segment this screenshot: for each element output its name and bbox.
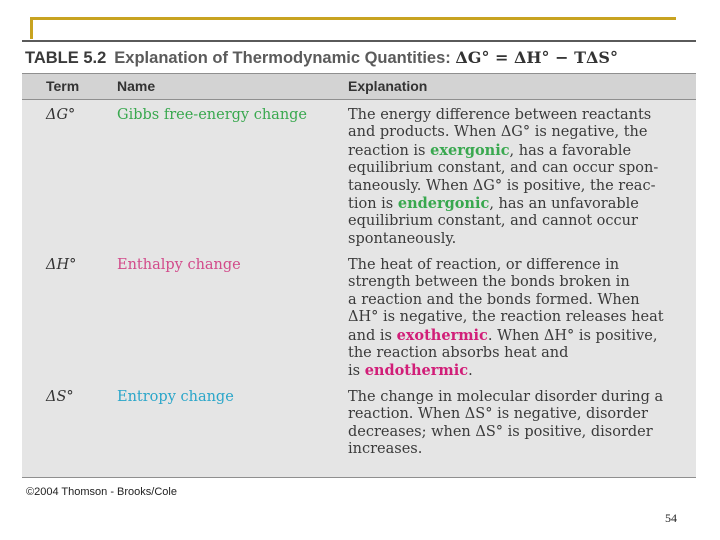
row-term: ΔG° xyxy=(46,107,76,123)
header-term: Term xyxy=(46,78,80,94)
table-title-text: Explanation of Thermodynamic Quantities: xyxy=(114,49,451,67)
row-name: Gibbs free-energy change xyxy=(117,107,308,123)
table-body xyxy=(22,73,696,478)
explanation-text: . xyxy=(468,363,473,380)
decorative-top-rule xyxy=(30,17,676,20)
keyword-term: endergonic xyxy=(397,195,490,213)
row-name: Entropy change xyxy=(117,389,234,405)
table-label: TABLE 5.2 xyxy=(25,49,107,67)
page-number: 54 xyxy=(665,511,677,525)
explanation-text: The energy difference between reactants and products. When ΔG° is negative, the reaction is xyxy=(348,107,652,159)
decorative-left-rule xyxy=(30,17,33,39)
title-rule xyxy=(22,40,696,42)
row-term: ΔS° xyxy=(46,389,74,405)
table-title-formula: ΔG° = ΔH° − TΔS° xyxy=(455,48,618,67)
explanation-text: . When ΔH° is positive, the reaction absorbs heat and is xyxy=(348,327,658,380)
explanation-text: The change in molecular disorder during a reaction. When ΔS° is negative, disorder decreases; when ΔS° is positive, disorder increases. xyxy=(348,389,664,458)
copyright-footer: ©2004 Thomson - Brooks/Cole xyxy=(26,486,177,498)
header-name: Name xyxy=(117,78,156,94)
keyword-term: exothermic xyxy=(396,326,488,344)
table-header xyxy=(22,73,696,100)
header-explanation: Explanation xyxy=(348,78,428,94)
row-name: Enthalpy change xyxy=(117,257,241,273)
row-term: ΔH° xyxy=(46,257,77,273)
keyword-term: exergonic xyxy=(430,141,510,159)
thermodynamic-table xyxy=(22,40,696,477)
explanation-text: , has an unfavorable equilibrium constant, and cannot occur spontaneously. xyxy=(348,196,639,247)
explanation-text: , has a favorable equilibrium constant, and can occur spon- taneously. When ΔG° is positive, the reac- tion is xyxy=(348,142,659,213)
row-explanation xyxy=(348,389,688,459)
explanation-text: The heat of reaction, or difference in strength between the bonds broken in a reaction and the bonds formed. When ΔH° is negative, the reaction releases heat and is xyxy=(348,257,664,344)
keyword-term: endothermic xyxy=(364,362,469,380)
row-explanation xyxy=(348,107,688,248)
row-explanation xyxy=(348,257,688,381)
table-title xyxy=(25,48,618,68)
